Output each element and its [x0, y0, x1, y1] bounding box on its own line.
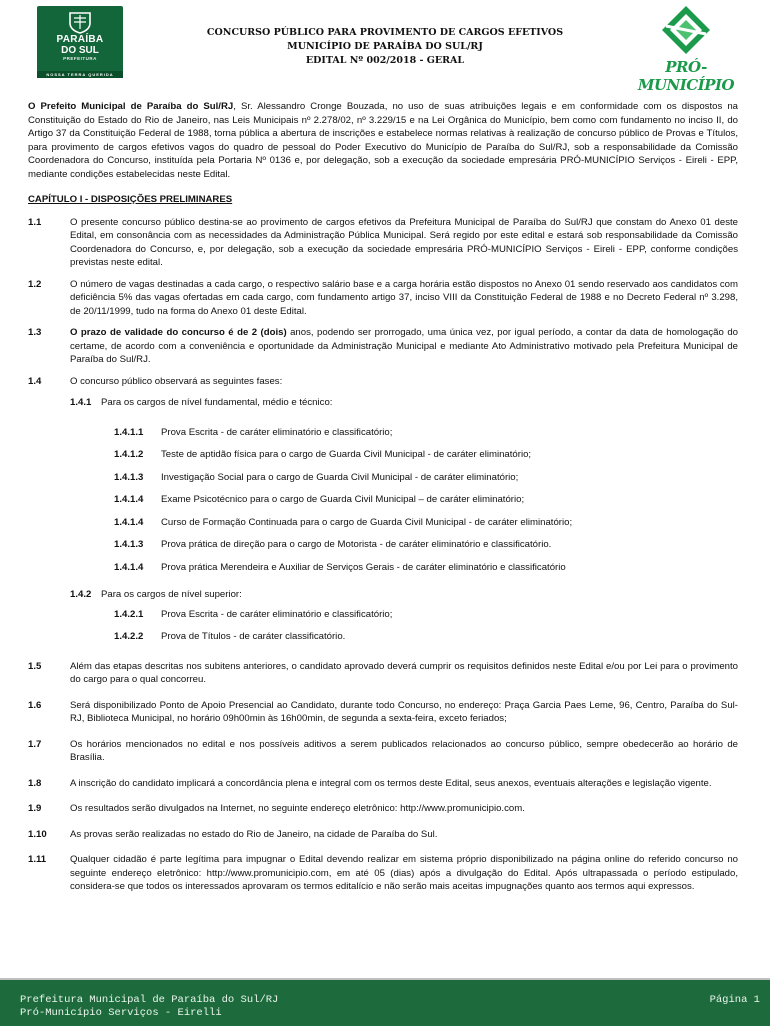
item-number: 1.10: [28, 828, 47, 840]
city-crest-icon: [67, 10, 93, 34]
title-line-3: EDITAL Nº 002/2018 - GERAL: [305, 55, 465, 66]
item-1-3: [28, 326, 738, 367]
item-1-4-2: [28, 588, 738, 602]
item-text: Qualquer cidadão é parte legítima para impugnar o Edital devendo realizar em sistema próprio disponibilizado na página online do referido concurso no seguinte endereço eletrônico: http://www.promunicipio.com, em até 05 (dias) após a divulgação do Edital. Após ultrapassada o período estipulado, considera-se que todos os interessados aprovaram os termos editalício e não serão mais aceitas impugnações quanto aos termos aqui expressos.: [70, 854, 738, 892]
footer-line-1: Prefeitura Municipal de Paraíba do Sul/RJ: [20, 994, 279, 1006]
item-text: Exame Psicotécnico para o cargo de Guarda Civil Municipal – de caráter eliminatório;: [161, 494, 525, 505]
edital-title: [170, 26, 600, 68]
item-number: 1.11: [28, 854, 47, 865]
pro-municipio-diamond-icon: [618, 2, 748, 62]
item-1-4-2-2: [28, 630, 738, 644]
item-1-4: [28, 375, 738, 389]
item-text: Prova de Títulos - de caráter classificatório.: [161, 631, 346, 642]
item-number: 1.4.1.3: [114, 471, 144, 483]
item-bold-text: O prazo de validade do concurso é de 2 (dois): [70, 327, 287, 338]
item-1-4-1-1: [28, 426, 738, 440]
item-text: O número de vagas destinadas a cada cargo, o respectivo salário base e a carga horária estão dispostos no Anexo 01 sendo reservado aos candidatos com deficiência 5% das vagas ofertadas em cada cargo, com fundamento artigo 37, inciso VIII da Constituição Federal de 1988 e no Decreto Federal nº 3.298, de 20/11/1999, tudo na forma do Anexo 01 deste Edital.: [70, 278, 738, 317]
item-1-4-1-4c: [28, 561, 738, 575]
item-text: anos, podendo ser prorrogado, uma única vez, por igual período, a contar da data de homologação do certame, de acordo com a conveniência e oportunidade da Administração Municipal e mediante Ato Administrativo motivado pela Prefeitura Municipal de Paraíba do Sul/RJ.: [70, 327, 738, 365]
item-1-2: [28, 278, 738, 319]
item-number: 1.4.1: [70, 397, 92, 408]
item-1-4-1-2: [28, 448, 738, 462]
item-1-7: [28, 738, 738, 765]
page-number: Página 1: [709, 994, 760, 1006]
paraiba-do-sul-logo: [37, 6, 123, 78]
title-line-1: CONCURSO PÚBLICO PARA PROVIMENTO DE CARGOS EFETIVOS: [206, 27, 564, 38]
item-number: 1.3: [28, 327, 42, 338]
item-1-4-1-3: [28, 471, 738, 485]
item-number: 1.4.1.4: [114, 516, 144, 528]
item-number: 1.4.2: [70, 589, 92, 600]
document-body: [28, 100, 738, 902]
item-1-4-1: [28, 396, 738, 410]
item-number: 1.4.2.2: [114, 631, 144, 642]
item-1-1: [28, 216, 738, 270]
item-1-8: [28, 777, 738, 791]
item-text: Para os cargos de nível superior:: [101, 589, 242, 600]
item-number: 1.7: [28, 738, 42, 750]
item-number: 1.4.1.2: [114, 449, 144, 460]
item-1-9: [28, 802, 738, 816]
item-1-4-1-4a: [28, 493, 738, 507]
logo-line-3: PREFEITURA: [63, 56, 97, 61]
item-number: 1.1: [28, 216, 42, 228]
pro-municipio-logo: [618, 2, 748, 94]
item-number: 1.2: [28, 278, 42, 290]
item-1-5: [28, 660, 738, 687]
item-number: 1.4.1.3: [114, 539, 144, 550]
item-text: Será disponibilizado Ponto de Apoio Presencial ao Candidato, durante todo Concurso, no endereço: Praça Garcia Paes Leme, 96, Centro, Paraíba do Sul-RJ, Biblioteca Municipal, no horário 09h00min às 16h00min, de segunda a sexta-feira, exceto feriados;: [70, 699, 738, 724]
item-number: 1.6: [28, 699, 42, 711]
item-text: Prova prática Merendeira e Auxiliar de Serviços Gerais - de caráter eliminatório e classificatório: [161, 561, 566, 573]
title-line-2: MUNICÍPIO DE PARAÍBA DO SUL/RJ: [287, 41, 483, 52]
item-text: Prova Escrita - de caráter eliminatório e classificatório;: [161, 426, 393, 438]
item-number: 1.4.1.4: [114, 494, 144, 505]
item-text: Teste de aptidão física para o cargo de Guarda Civil Municipal - de caráter eliminatório;: [161, 449, 532, 460]
item-number: 1.8: [28, 777, 42, 789]
intro-text: , Sr. Alessandro Cronge Bouzada, no uso de suas atribuições legais e em conformidade com os dispostos na Constituição do Estado do Rio de Janeiro, nas Leis Municipais nº 2.278/02, nº 3.229/15 e na Lei Orgânica do Município, bem como com fundamento no inciso II, do Artigo 37 da Constituição Federal de 1988, torna pública a abertura de inscrições e estabelece normas relativas à realização de concurso público de Provas e Títulos, para provimento de cargos efetivos vagos do quadro de pessoal do Poder Executivo do Município de Paraíba do Sul/RJ, sob a responsabilidade da Comissão Coordenadora do Concurso, instituída pela Portaria Nº 0136 e, por delegação, sob a execução da sociedade empresária PRÓ-MUNICÍPIO Serviços - Eireli - EPP, mediante condições estabelecidas neste Edital.: [28, 101, 738, 180]
item-number: 1.9: [28, 803, 42, 814]
item-text: O presente concurso público destina-se ao provimento de cargos efetivos da Prefeitura Municipal de Paraíba do Sul/RJ que constam do Anexo 01 deste Edital, em consonância com as necessidades da Administração Pública Municipal. Será regido por este edital e estará sob responsabilidade da Comissão Coordenadora do Concurso, e, por delegação, sob a execução da sociedade empresária PRÓ-MUNICÍPIO Serviços - Eireli - EPP, conforme condições previstas neste edital.: [70, 216, 738, 268]
item-number: 1.4.2.1: [114, 608, 144, 620]
item-1-6: [28, 699, 738, 726]
item-1-4-1-4b: [28, 516, 738, 530]
intro-lead: O Prefeito Municipal de Paraíba do Sul/RJ: [28, 101, 234, 112]
chapter-heading: CAPÍTULO I - DISPOSIÇÕES PRELIMINARES: [28, 194, 233, 205]
item-text: Para os cargos de nível fundamental, médio e técnico:: [101, 397, 333, 408]
item-text: Curso de Formação Continuada para o cargo de Guarda Civil Municipal - de caráter eliminatório;: [161, 516, 573, 528]
item-1-11: [28, 853, 738, 894]
logo-slogan: NOSSA TERRA QUERIDA: [37, 71, 123, 78]
item-text: Além das etapas descritas nos subitens anteriores, o candidato aprovado deverá cumprir os requisitos definidos neste Edital e/ou por Lei para o provimento do cargo para o qual concorreu.: [70, 660, 738, 685]
item-1-4-2-1: [28, 608, 738, 622]
item-text: Os horários mencionados no edital e nos possíveis aditivos a serem publicados relacionados ao concurso público, sempre obedecerão ao horário de Brasília.: [70, 738, 738, 763]
item-text: Investigação Social para o cargo de Guarda Civil Municipal - de caráter eliminatório;: [161, 471, 519, 483]
item-number: 1.4.1.1: [114, 426, 144, 438]
footer-line-2: Pró-Município Serviços - Eirelli: [20, 1007, 222, 1019]
item-1-10: [28, 828, 738, 842]
item-text: A inscrição do candidato implicará a concordância plena e integral com os termos deste Edital, seus anexos, eventuais alterações e legislação vigente.: [70, 777, 712, 789]
intro-paragraph: [28, 100, 738, 181]
item-text: Os resultados serão divulgados na Internet, no seguinte endereço eletrônico: http://www.promunicipio.com.: [70, 803, 525, 814]
logo-line-2: DO SUL: [61, 45, 99, 56]
logo-line-1: PARAÍBA: [56, 34, 104, 45]
item-1-4-1-3b: [28, 538, 738, 552]
item-number: 1.4: [28, 375, 42, 387]
item-text: Prova Escrita - de caráter eliminatório e classificatório;: [161, 608, 393, 620]
item-text: O concurso público observará as seguintes fases:: [70, 375, 283, 387]
item-text: Prova prática de direção para o cargo de Motorista - de caráter eliminatório e classificatório.: [161, 539, 552, 550]
document-header: [0, 0, 770, 96]
item-text: As provas serão realizadas no estado do Rio de Janeiro, na cidade de Paraíba do Sul.: [70, 828, 438, 840]
page-footer: [0, 978, 770, 1026]
item-number: 1.4.1.4: [114, 561, 144, 573]
pro-municipio-wordmark: PRÓ-MUNICÍPIO: [637, 58, 735, 94]
item-number: 1.5: [28, 660, 42, 672]
